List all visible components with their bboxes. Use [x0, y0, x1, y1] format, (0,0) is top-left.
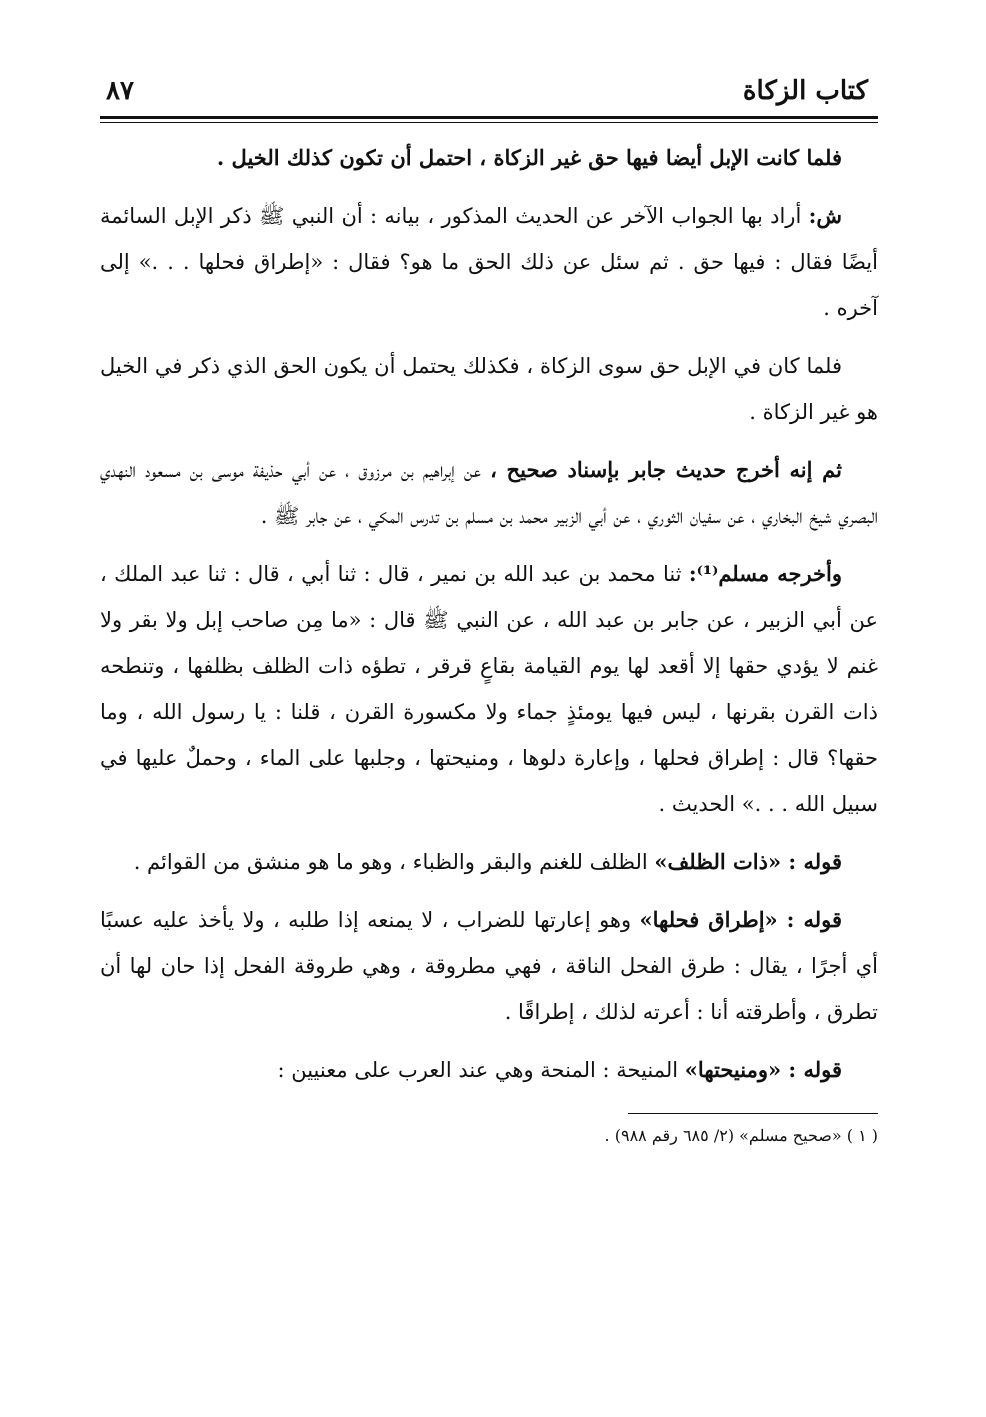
- header-rule-thin: [100, 122, 878, 123]
- paragraph-5-lead: وأخرجه مسلم⁽¹⁾:: [688, 561, 842, 586]
- paragraph-4-text: عن إبراهيم بن مرزوق ، عن أبي حذيفة موسى بن مسعود النهدي البصري شيخ البخاري ، عن سفيان الثوري ، عن أبي الزبير محمد بن مسلم بن تدرس المكي ، عن جابر ﷺ .: [100, 458, 878, 528]
- header-rule-thick: [100, 116, 878, 119]
- footnote: ( ١ ) «صحيح مسلم» (٢/ ٦٨٥ رقم ٩٨٨) .: [604, 1126, 878, 1145]
- paragraph-8: [100, 1047, 878, 1093]
- paragraph-7-lead: قوله : «إطراق فحلها»: [639, 907, 842, 932]
- paragraph-8-lead: قوله : «ومنيحتها»: [684, 1057, 842, 1082]
- paragraph-3: [100, 343, 878, 435]
- footnote-separator: [628, 1113, 878, 1114]
- page-header: [100, 62, 878, 106]
- paragraph-1-text: فلما كانت الإبل أيضا فيها حق غير الزكاة ، احتمل أن تكون كذلك الخيل .: [216, 145, 842, 170]
- paragraph-1: [100, 135, 878, 181]
- paragraph-5-text: ثنا محمد بن عبد الله بن نمير ، قال : ثنا أبي ، قال : ثنا عبد الملك ، عن أبي الزبير ، عن جابر بن عبد الله ، عن النبي ﷺ قال : «ما مِن صاحب إبل ولا بقر ولا غنم لا يؤدي حقها إلا أقعد لها يوم القيامة بقاعٍ قرقر ، تطؤه ذات الظلف بظلفها ، وتنطحه ذات القرن بقرنها ، ليس فيها يومئذٍ جماء ولا مكسورة القرن ، قلنا : يا رسول الله ، وما حقها؟ قال : إطراق فحلها ، وإعارة دلوها ، ومنيحتها ، وجلبها على الماء ، وحملٌ عليها في سبيل الله . . .» الحديث .: [100, 562, 878, 816]
- paragraph-3-text: فلما كان في الإبل حق سوى الزكاة ، فكذلك يحتمل أن يكون الحق الذي ذكر في الخيل هو غير الزكاة .: [100, 354, 878, 424]
- chapter-title: كتاب الزكاة: [742, 76, 868, 106]
- paragraph-2-text: أراد بها الجواب الآخر عن الحديث المذكور ، بيانه : أن النبي ﷺ ذكر الإبل السائمة أيضًا فقال : فيها حق . ثم سئل عن ذلك الحق ما هو؟ فقال : «إطراق فحلها . . .» إلى آخره .: [100, 204, 878, 320]
- paragraph-5: [100, 551, 878, 827]
- paragraph-2-lead: ش:: [808, 203, 842, 228]
- page-number: ٨٧: [106, 76, 134, 106]
- paragraph-2: [100, 193, 878, 331]
- paragraph-6-text: الظلف للغنم والبقر والظباء ، وهو ما هو منشق من القوائم .: [133, 850, 655, 874]
- paragraph-7: [100, 897, 878, 1035]
- page: [100, 62, 878, 1150]
- paragraph-4-lead: ثم إنه أخرج حديث جابر بإسناد صحيح ،: [490, 457, 842, 482]
- paragraph-6: [100, 839, 878, 885]
- paragraph-6-lead: قوله : «ذات الظلف»: [654, 849, 842, 874]
- paragraph-7-text: وهو إعارتها للضراب ، لا يمنعه إذا طلبه ، ولا يأخذ عليه عسبًا أي أجرًا ، يقال : طرق الفحل الناقة ، فهي مطروقة ، وهي طروقة الفحل إذا حان لها أن تطرق ، وأطرقته أنا : أعرته لذلك ، إطراقًا .: [100, 908, 878, 1024]
- paragraph-8-text: المنيحة : المنحة وهي عند العرب على معنيين :: [277, 1058, 685, 1082]
- paragraph-4: [100, 447, 878, 539]
- body-text: [100, 135, 878, 1093]
